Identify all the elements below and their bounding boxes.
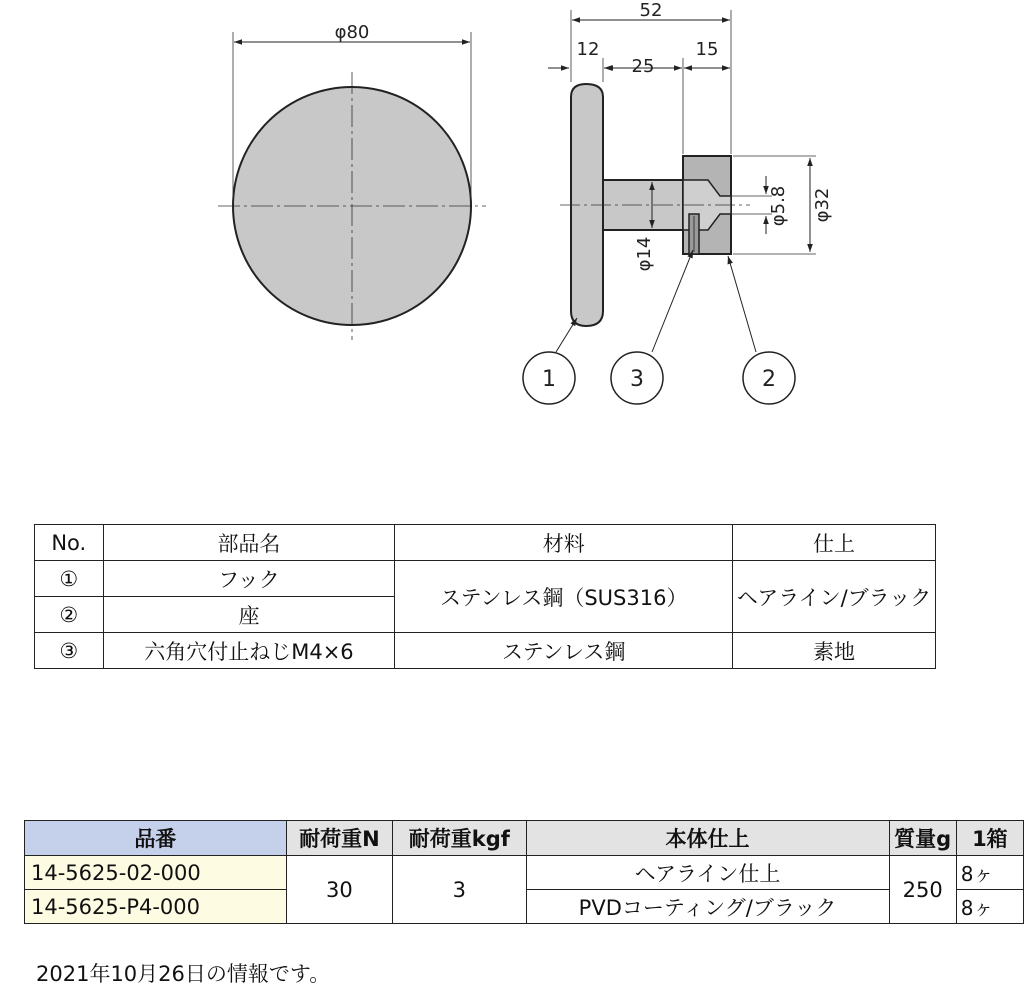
part-name: フック: [103, 561, 395, 597]
load-n-cell: 30: [286, 856, 393, 924]
finish-cell: 素地: [733, 633, 936, 669]
info-date-note: 2021年10月26日の情報です。: [36, 962, 331, 986]
part-no: ①: [35, 561, 104, 597]
spec-header-row: [25, 821, 1024, 856]
table-row: [25, 856, 1024, 890]
part-name: 座: [103, 597, 395, 633]
body-finish: ヘアライン仕上: [526, 856, 889, 890]
header-box-qty: 1箱: [956, 821, 1023, 856]
dim-phi5-8: φ5.8: [768, 185, 789, 227]
table-row: [35, 561, 936, 597]
body-finish: PVDコーティング/ブラック: [526, 890, 889, 924]
table-row: [35, 633, 936, 669]
dim-52: 52: [639, 0, 663, 21]
callout-3: 3: [630, 367, 644, 392]
callout-2: 2: [762, 367, 776, 392]
dim-phi14: φ14: [634, 236, 655, 272]
load-kgf-cell: 3: [393, 856, 526, 924]
header-finish: 仕上: [733, 525, 936, 561]
header-body-finish: 本体仕上: [526, 821, 889, 856]
part-no: ③: [35, 633, 104, 669]
finish-cell: ヘアライン/ブラック: [733, 561, 936, 633]
dim-15: 15: [695, 39, 719, 60]
callout-1: 1: [542, 367, 556, 392]
part-no: ②: [35, 597, 104, 633]
part-number: 14-5625-02-000: [25, 856, 287, 890]
box-qty: 8ヶ: [956, 890, 1023, 924]
header-load-kgf: 耐荷重kgf: [393, 821, 526, 856]
header-part-name: 部品名: [103, 525, 395, 561]
technical-drawing: [0, 0, 1000, 470]
box-qty: 8ヶ: [956, 856, 1023, 890]
part-number: 14-5625-P4-000: [25, 890, 287, 924]
dim-25: 25: [631, 56, 655, 77]
mass-cell: 250: [889, 856, 956, 924]
parts-table: [34, 524, 936, 669]
material-cell: ステンレス鋼（SUS316）: [395, 561, 733, 633]
part-name: 六角穴付止ねじM4×6: [103, 633, 395, 669]
header-part-number: 品番: [25, 821, 287, 856]
header-material: 材料: [395, 525, 733, 561]
material-cell: ステンレス鋼: [395, 633, 733, 669]
dim-phi32: φ32: [812, 187, 833, 223]
side-view: [523, 0, 833, 404]
dim-12: 12: [576, 39, 600, 60]
parts-header-row: [35, 525, 936, 561]
header-load-n: 耐荷重N: [286, 821, 393, 856]
header-mass: 質量g: [889, 821, 956, 856]
spec-table: [24, 820, 1024, 924]
front-view: [218, 22, 486, 340]
dim-phi80: φ80: [334, 22, 370, 43]
header-no: No.: [35, 525, 104, 561]
